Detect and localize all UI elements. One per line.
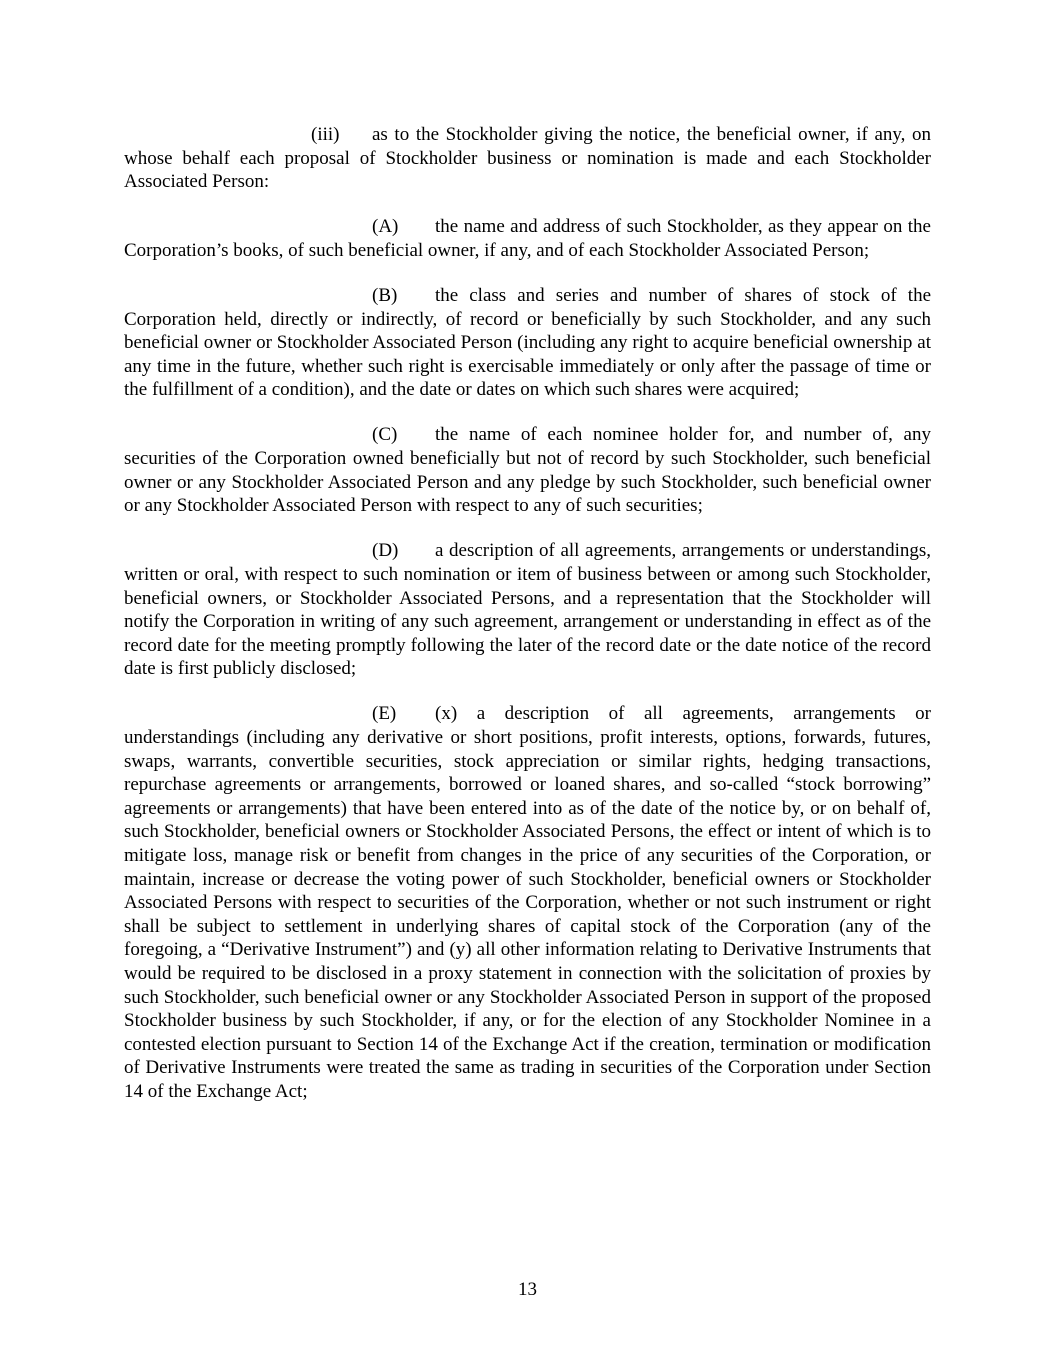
paragraph-e [124,702,931,1103]
paragraph-d [124,539,931,681]
paragraph-label: (B) [372,284,398,306]
paragraph-label: (A) [372,216,399,238]
paragraph-label: (D) [372,540,399,562]
document-body [124,123,931,1125]
paragraph-a [124,215,931,262]
paragraph-label: (iii) [311,124,340,145]
paragraph-iii [124,123,931,194]
paragraph-b [124,284,931,402]
paragraph-text: the class and series and number of shares of stock of the Corporation held, directly or indirectly, of record or beneficially by such Stockholder, and any such beneficial owner or Stockholder Associated Person (including any right to acquire beneficial ownership at any time in the future, whether such right is exercisable immediately or only after the passage of time or the fulfillment of a condition), and the date or dates on which such shares were acquired; [124,284,931,401]
paragraph-text: as to the Stockholder giving the notice, the beneficial owner, if any, on whose behalf each proposal of Stockholder business or nomination is made and each Stockholder Associated Person: [124,124,931,193]
paragraph-text: the name of each nominee holder for, and number of, any securities of the Corporation owned beneficially but not of record by such Stockholder, such beneficial owner or any Stockholder Associated Person and any pledge by such Stockholder, such beneficial owner or any Stockholder Associated Person with respect to any of such securities; [124,424,931,517]
paragraph-text: (x) a description of all agreements, arrangements or understandings (including any derivative or short positions, profit interests, options, forwards, futures, swaps, warrants, convertible securities, stock appreciation or similar rights, hedging transactions, repurchase agreements or arrangements, borrowed or loaned shares, and so-called “stock borrowing” agreements or arrangements) that have been entered into as of the date of the notice by, or on behalf of, such Stockholder, beneficial owners or Stockholder Associated Persons, the effect or intent of which is to mitigate loss, manage risk or benefit from changes in the price of any securities of the Corporation, or maintain, increase or decrease the voting power of such Stockholder, beneficial owners or Stockholder Associated Persons with respect to securities of the Corporation, whether or not such instrument or right shall be subject to settlement in underlying shares of capital stock of the Corporation (any of the foregoing, a “Derivative Instrument”) and (y) all other information relating to Derivative Instruments that would be required to be disclosed in a proxy statement in connection with the solicitation of proxies by such Stockholder, such beneficial owner or any Stockholder Associated Person in support of the proposed Stockholder business by such Stockholder, if any, or for the election of any Stockholder Nominee in a contested election pursuant to Section 14 of the Exchange Act if the creation, termination or modification of Derivative Instruments were treated the same as trading in securities of the Corporation under Section 14 of the Exchange Act; [124,703,931,1102]
page-number: 13 [518,1279,537,1300]
paragraph-label: (E) [372,703,397,725]
paragraph-c [124,423,931,517]
paragraph-label: (C) [372,424,398,446]
paragraph-text: a description of all agreements, arrangements or understandings, written or oral, with respect to such nomination or item of business between or among such Stockholder, beneficial owners, or Stockholder Associated Persons, and a representation that the Stockholder will notify the Corporation in writing of any such agreement, arrangement or understanding in effect as of the record date for the meeting promptly following the later of the record date or the date notice of the record date is first publicly disclosed; [124,540,931,680]
paragraph-text: the name and address of such Stockholder, as they appear on the Corporation’s books, of such beneficial owner, if any, and of each Stockholder Associated Person; [124,216,931,261]
